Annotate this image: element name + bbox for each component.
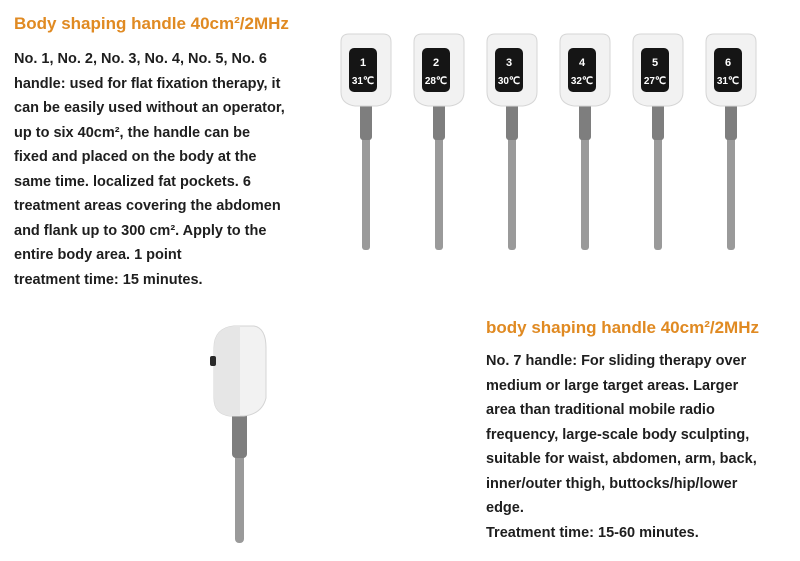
handle-4-number: 4 [578,57,586,69]
handle-6-graphic [698,30,764,250]
handle-7 [200,318,280,548]
section1-line: treatment areas covering the abdomen [14,198,281,214]
section1-line: can be easily used without an operator, [14,100,285,116]
handle-2 [406,30,472,250]
section2-line: edge. [486,500,524,516]
section2-line: No. 7 handle: For sliding therapy over [486,353,747,369]
handle-4 [552,30,618,250]
handle-4-graphic [552,30,618,250]
section2-line: suitable for waist, abdomen, arm, back, [486,451,757,467]
handle-4-temp: 32℃ [570,76,594,87]
handles-row [333,30,785,250]
section1-line: entire body area. 1 point [14,247,182,263]
handle-2-temp: 28℃ [424,76,448,87]
handle-3-temp: 30℃ [497,76,521,87]
handle-3-graphic [479,30,545,250]
handle-6-temp: 31℃ [716,76,740,87]
handle-6 [698,30,764,250]
section1-description [14,47,307,292]
section2-line: medium or large target areas. Larger [486,377,739,394]
section2-line: frequency, large-scale body sculpting, [486,426,750,443]
handle-5 [625,30,691,250]
handle-5-number: 5 [651,57,659,69]
handle-6-number: 6 [724,57,732,69]
handle-2-graphic [406,30,472,250]
section1-line: treatment time: 15 minutes. [14,271,203,288]
section2-line: inner/outer thigh, buttocks/hip/lower [486,475,738,492]
section1-line: up to six 40cm², the handle can be [14,124,251,141]
section1-line: handle: used for flat fixation therapy, it [14,75,281,92]
handle-5-graphic [625,30,691,250]
section2-description [486,349,778,545]
section1-line: fixed and placed on the body at the [14,149,257,165]
section2-line: Treatment time: 15-60 minutes. [486,524,699,541]
handle-2-number: 2 [432,57,440,69]
section1-title: Body shaping handle 40cm²/2MHz [14,14,289,33]
section1-line: and flank up to 300 cm². Apply to the [14,222,267,239]
handle-1-number: 1 [359,57,367,69]
handle-5-temp: 27℃ [643,76,667,87]
handle-3-number: 3 [505,57,513,69]
section1-line: No. 1, No. 2, No. 3, No. 4, No. 5, No. 6 [14,51,267,67]
section1-line: same time. localized fat pockets. 6 [14,173,251,190]
handle-7-graphic [200,318,280,548]
handle-3 [479,30,545,250]
section2-line: area than traditional mobile radio [486,402,715,418]
handle-1-temp: 31℃ [351,76,375,87]
handle-1 [333,30,399,250]
section2-title: body shaping handle 40cm²/2MHz [486,318,759,337]
handle-1-graphic [333,30,399,250]
